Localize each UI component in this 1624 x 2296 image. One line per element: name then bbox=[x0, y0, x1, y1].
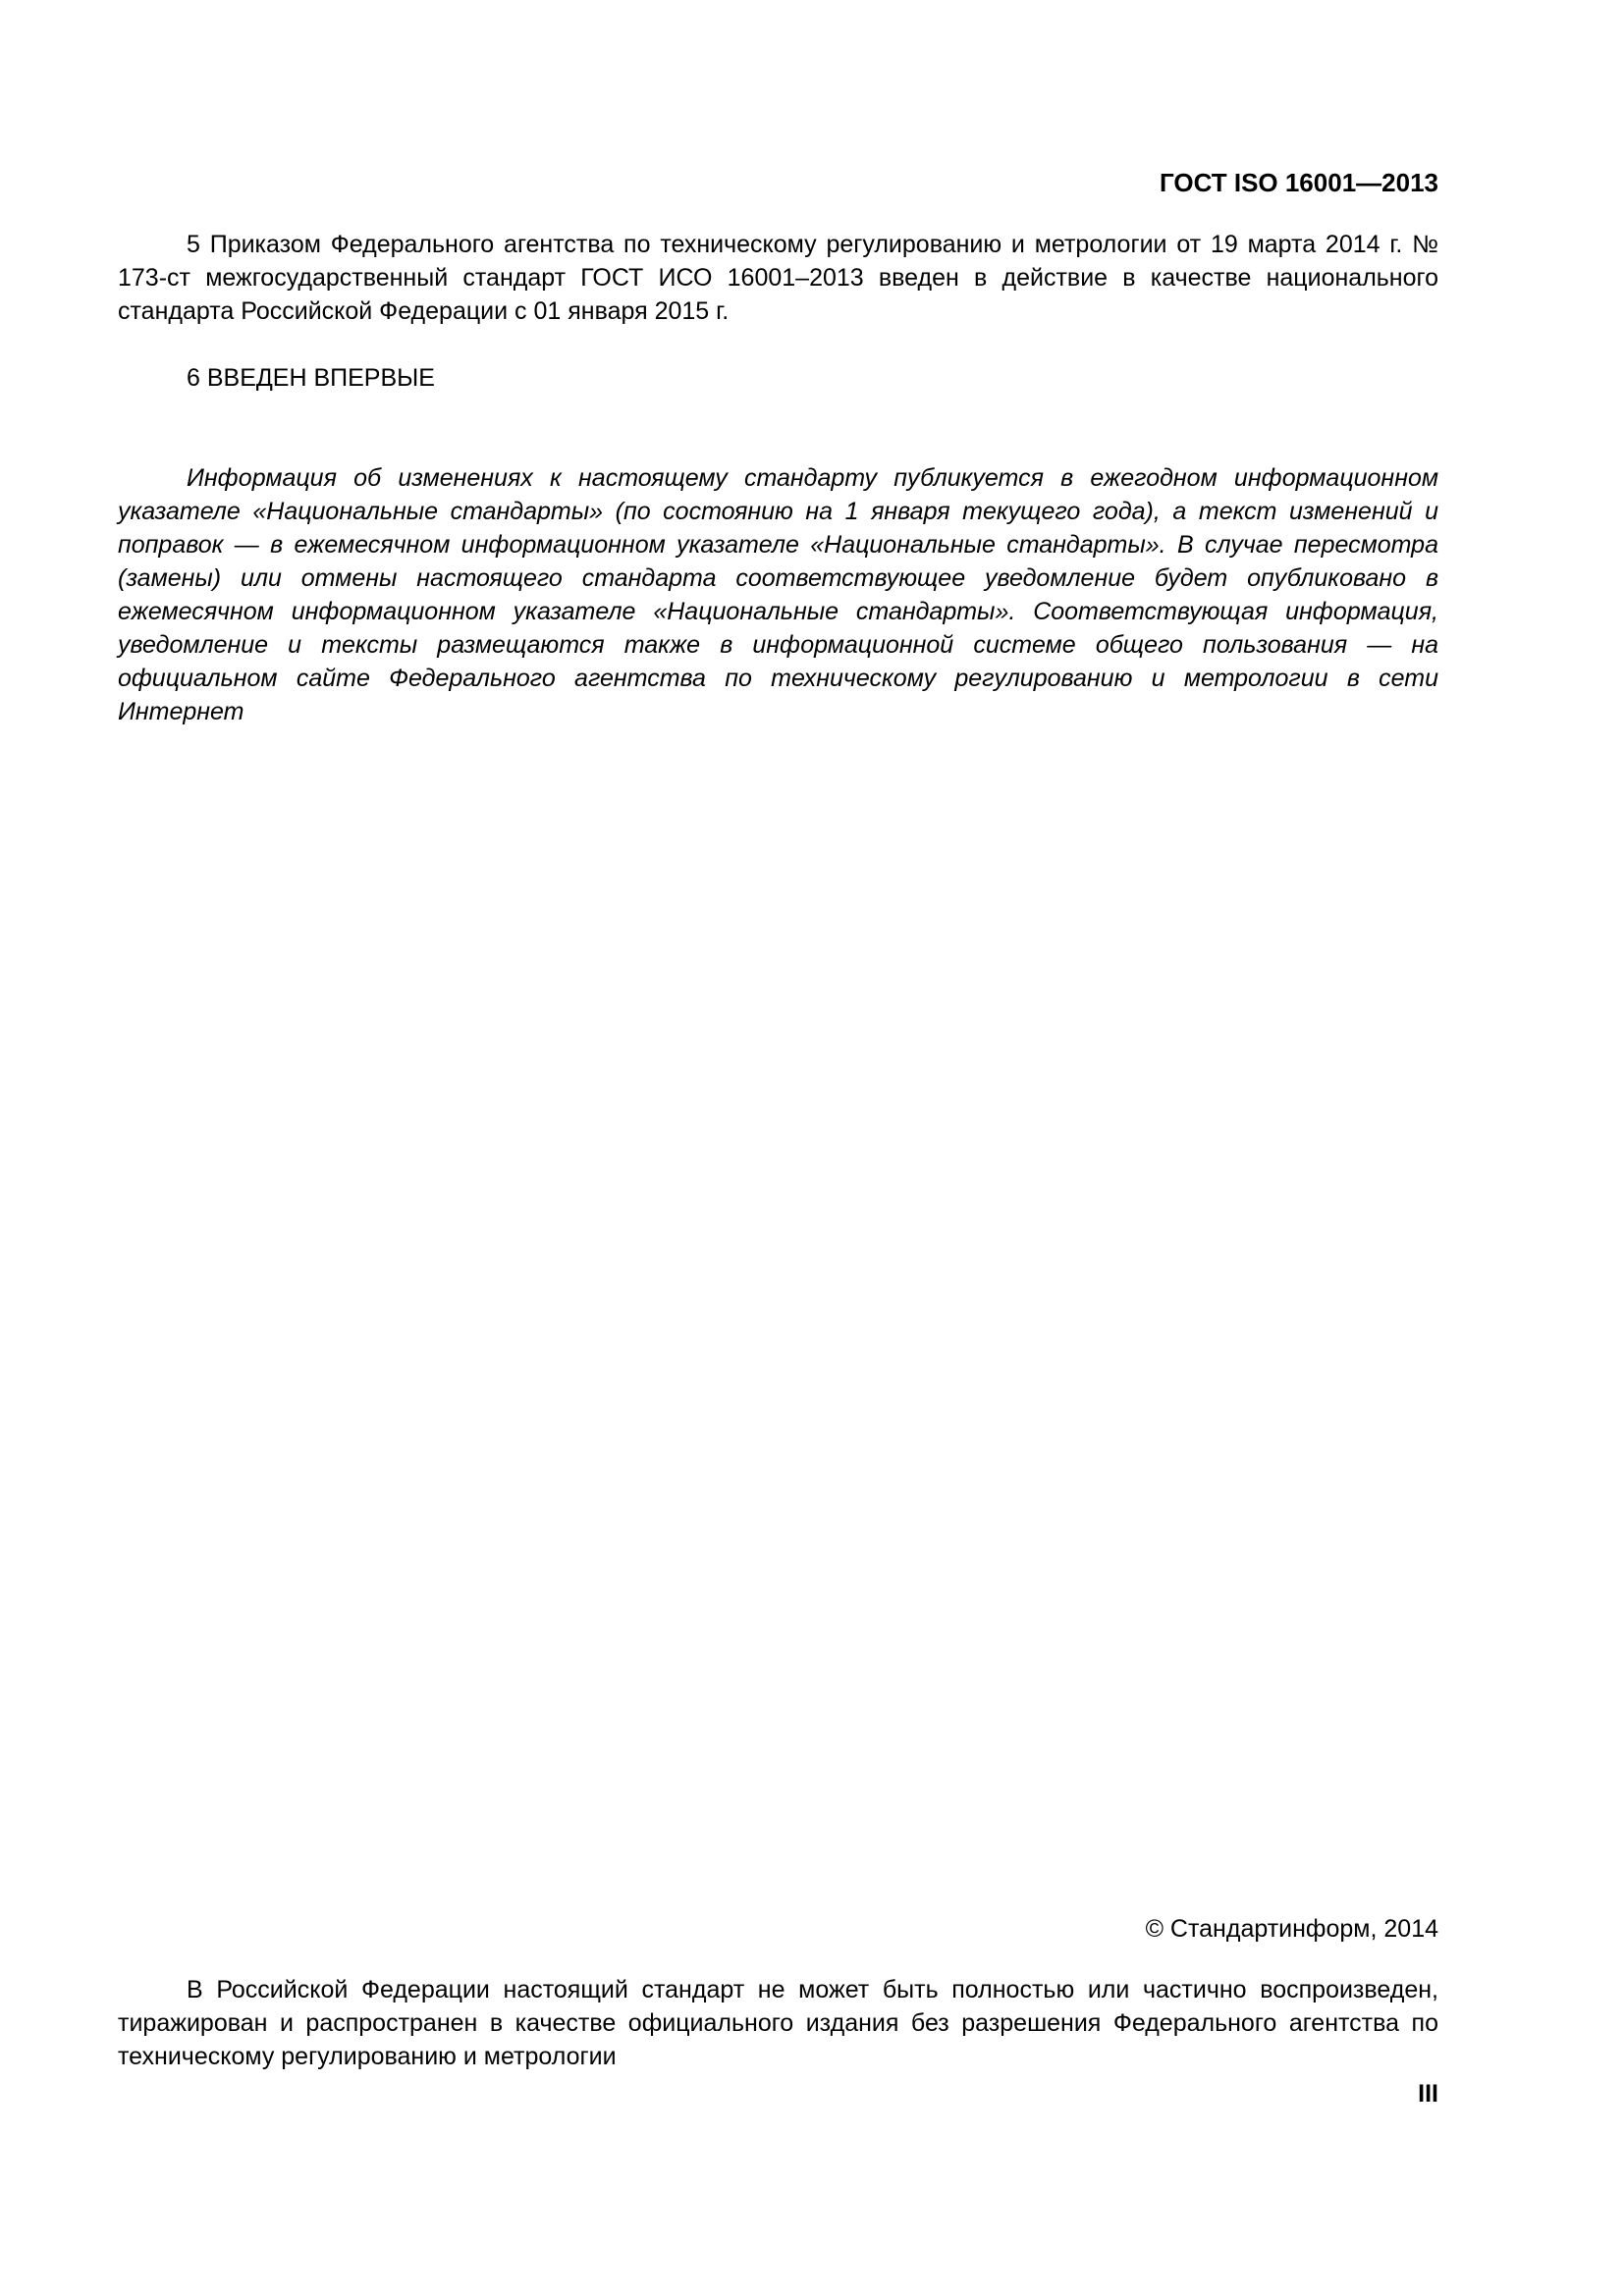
item-5-paragraph: 5 Приказом Федерального агентства по техническому регулированию и метрологии от 19 марта 2014 г. № 173-ст межгосударственный стандарт ГОСТ ИСО 16001–2013 введен в действие в качестве национального стандарта Российской Федерации с 01 января 2015 г. bbox=[118, 231, 1438, 325]
copyright-notice: © Стандартинформ, 2014 bbox=[1145, 1915, 1438, 1943]
page-number: III bbox=[1418, 2080, 1438, 2108]
document-id-header: ГОСТ ISO 16001—2013 bbox=[1159, 168, 1438, 197]
item-5-block bbox=[118, 228, 1438, 328]
changes-info-block bbox=[118, 461, 1438, 728]
changes-info-paragraph: Информация об изменениях к настоящему стандарту публикуется в ежегодном информационном указателе «Национальные стандарты» (по состоянию на 1 января текущего года), а текст изменений и поправок — в ежемесячном информационном указателе «Национальные стандарты». В случае пересмотра (замены) или отмены настоящего стандарта соответствующее уведомление будет опубликовано в ежемесячном информационном указателе «Национальные стандарты». Соответствующая информация, уведомление и тексты размещаются также в информационной системе общего пользования — на официальном сайте Федерального агентства по техническому регулированию и метрологии в сети Интернет bbox=[118, 464, 1438, 725]
rights-block bbox=[118, 1973, 1438, 2073]
rights-paragraph: В Российской Федерации настоящий стандарт не может быть полностью или частично воспроизведен, тиражирован и распространен в качестве официального издания без разрешения Федерального агентства по техническому регулированию и метрологии bbox=[118, 1976, 1438, 2070]
item-6-paragraph: 6 ВВЕДЕН ВПЕРВЫЕ bbox=[187, 364, 435, 392]
item-6-block bbox=[118, 361, 1438, 395]
